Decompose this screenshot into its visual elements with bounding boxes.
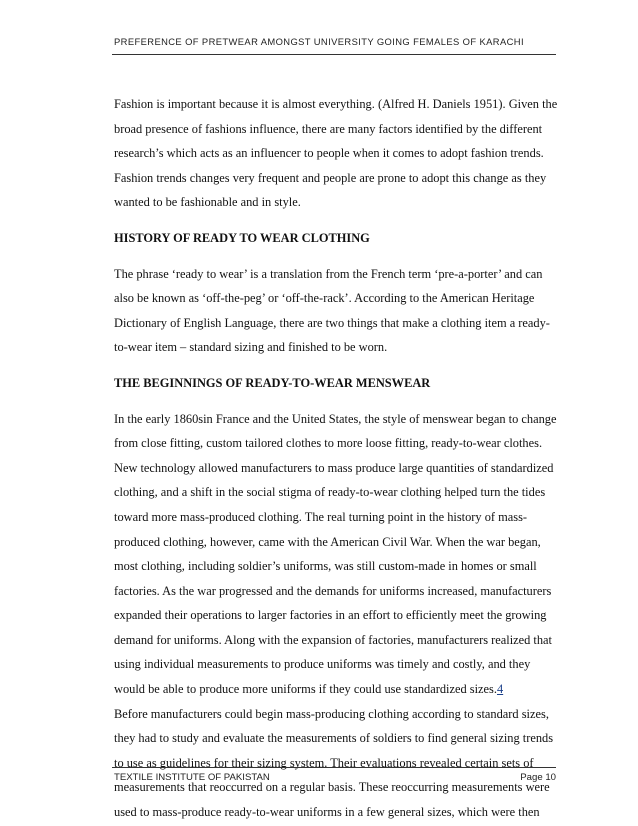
running-header: PREFERENCE OF PRETWEAR AMONGST UNIVERSITY GOING FEMALES OF KARACHI [114, 36, 524, 47]
history-paragraph [114, 262, 559, 360]
paragraph-line: most clothing, including soldier’s uniforms, was still custom-made in homes or small [114, 559, 537, 574]
paragraph-line: Fashion trends changes very frequent and people are prone to adopt this change as they [114, 170, 547, 185]
paragraph-line: produced clothing, however, came with the American Civil War. When the war began, [114, 534, 541, 549]
paragraph-line: also be known as ‘off-the-peg’ or ‘off-the-rack’. According to the American Heritage [114, 291, 535, 306]
page-body [114, 92, 559, 825]
paragraph-line: clothing, and a shift in the social stigma of ready-to-wear clothing helped turn the tides [114, 485, 546, 500]
footer-institute: TEXTILE INSTITUTE OF PAKISTAN [114, 772, 270, 783]
paragraph-line: to use as guidelines for their sizing system. Their evaluations revealed certain sets of [114, 755, 534, 770]
menswear-heading: THE BEGINNINGS OF READY-TO-WEAR MENSWEAR [114, 375, 431, 390]
footer-rule [112, 767, 556, 768]
paragraph-line: toward more mass-produced clothing. The real turning point in the history of mass- [114, 509, 528, 524]
intro-paragraph [114, 92, 559, 215]
menswear-paragraph [114, 407, 559, 702]
paragraph-line: New technology allowed manufacturers to mass produce large quantities of standardized [114, 460, 554, 475]
paragraph-line: research’s which acts as an influencer to people when it comes to adopt fashion trends. [114, 146, 544, 161]
page-number: Page 10 [520, 772, 556, 783]
paragraph-line [114, 677, 559, 702]
manufacturers-paragraph [114, 702, 559, 825]
paragraph-line: Before manufacturers could begin mass-producing clothing according to standard sizes, [114, 706, 549, 721]
paragraph-line: they had to study and evaluate the measurements of soldiers to find general sizing trends [114, 731, 554, 746]
paragraph-line: expanded their operations to larger factories in an effort to efficiently meet the growing [114, 608, 547, 623]
paragraph-line: measurements that reoccurred on a regular basis. These reoccurring measurements were [114, 780, 550, 795]
paragraph-line: In the early 1860sin France and the United States, the style of menswear began to change [114, 411, 557, 426]
header-rule [112, 54, 556, 55]
paragraph-line: demand for uniforms. Along with the expansion of factories, manufacturers realized that [114, 632, 553, 647]
paragraph-line: Dictionary of English Language, there are two things that make a clothing item a ready- [114, 315, 550, 330]
history-heading: HISTORY OF READY TO WEAR CLOTHING [114, 230, 370, 245]
paragraph-line: wanted to be fashionable and in style. [114, 195, 301, 210]
paragraph-line: used to mass-produce ready-to-wear uniforms in a few general sizes, which were then [114, 805, 540, 820]
paragraph-line: to-wear item – standard sizing and finished to be worn. [114, 340, 388, 355]
footnote-reference-link[interactable]: 4 [496, 682, 504, 697]
paragraph-line: factories. As the war progressed and the demands for uniforms increased, manufacturers [114, 583, 552, 598]
paragraph-line: using individual measurements to produce uniforms was timely and costly, and they [114, 657, 531, 672]
paragraph-line: Fashion is important because it is almost everything. (Alfred H. Daniels 1951). Given the [114, 97, 558, 111]
paragraph-line: The phrase ‘ready to wear’ is a translation from the French term ‘pre-a-porter’ and can [114, 266, 543, 281]
paragraph-line: broad presence of fashions influence, there are many factors identified by the different [114, 121, 543, 136]
paragraph-text: would be able to produce more uniforms if they could use standardized sizes. [114, 682, 497, 697]
paragraph-line: from close fitting, custom tailored clothes to more loose fitting, ready-to-wear clothes. [114, 436, 543, 451]
